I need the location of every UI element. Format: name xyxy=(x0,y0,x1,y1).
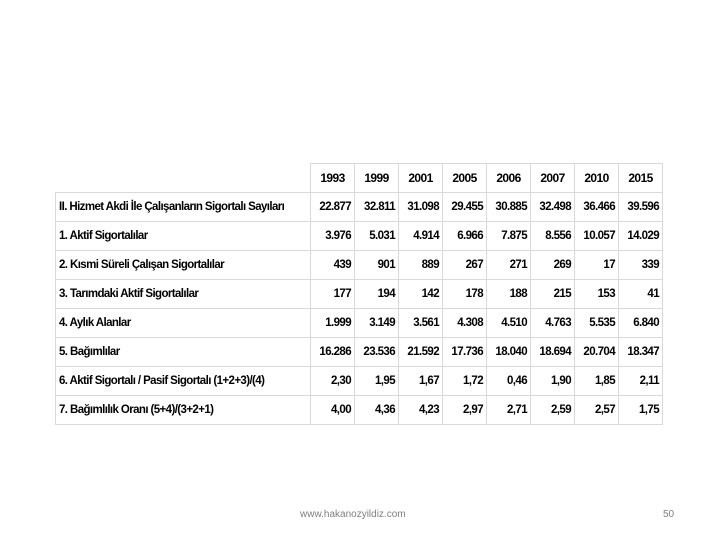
value-cell: 339 xyxy=(619,251,663,280)
value-cell: 5.031 xyxy=(355,222,399,251)
header-row xyxy=(56,164,663,193)
value-cell: 31.098 xyxy=(399,193,443,222)
year-header: 2007 xyxy=(531,164,575,193)
row-label: 6. Aktif Sigortalı / Pasif Sigortalı (1+2+3)/(4) xyxy=(56,367,311,396)
value-cell: 10.057 xyxy=(575,222,619,251)
value-cell: 21.592 xyxy=(399,338,443,367)
table-row xyxy=(56,222,663,251)
value-cell: 2,57 xyxy=(575,396,619,425)
value-cell: 889 xyxy=(399,251,443,280)
value-cell: 20.704 xyxy=(575,338,619,367)
value-cell: 0,46 xyxy=(487,367,531,396)
row-label: 1. Aktif Sigortalılar xyxy=(56,222,311,251)
row-label: 7. Bağımlılık Oranı (5+4)/(3+2+1) xyxy=(56,396,311,425)
value-cell: 17.736 xyxy=(443,338,487,367)
value-cell: 4,36 xyxy=(355,396,399,425)
footer-website: www.hakanozyildiz.com xyxy=(300,509,406,520)
value-cell: 1,72 xyxy=(443,367,487,396)
value-cell: 2,71 xyxy=(487,396,531,425)
value-cell: 3.149 xyxy=(355,309,399,338)
value-cell: 8.556 xyxy=(531,222,575,251)
table-row xyxy=(56,367,663,396)
value-cell: 22.877 xyxy=(311,193,355,222)
value-cell: 14.029 xyxy=(619,222,663,251)
value-cell: 30.885 xyxy=(487,193,531,222)
value-cell: 177 xyxy=(311,280,355,309)
value-cell: 32.811 xyxy=(355,193,399,222)
value-cell: 36.466 xyxy=(575,193,619,222)
corner-cell xyxy=(56,164,311,193)
row-label: 3. Tarımdaki Aktif Sigortalılar xyxy=(56,280,311,309)
value-cell: 2,97 xyxy=(443,396,487,425)
value-cell: 142 xyxy=(399,280,443,309)
value-cell: 153 xyxy=(575,280,619,309)
value-cell: 4.914 xyxy=(399,222,443,251)
value-cell: 439 xyxy=(311,251,355,280)
year-header: 1993 xyxy=(311,164,355,193)
value-cell: 4.510 xyxy=(487,309,531,338)
value-cell: 16.286 xyxy=(311,338,355,367)
table-row xyxy=(56,251,663,280)
value-cell: 6.840 xyxy=(619,309,663,338)
value-cell: 188 xyxy=(487,280,531,309)
value-cell: 23.536 xyxy=(355,338,399,367)
value-cell: 6.966 xyxy=(443,222,487,251)
table-body xyxy=(56,193,663,425)
value-cell: 3.561 xyxy=(399,309,443,338)
value-cell: 4,23 xyxy=(399,396,443,425)
value-cell: 2,59 xyxy=(531,396,575,425)
value-cell: 2,11 xyxy=(619,367,663,396)
value-cell: 5.535 xyxy=(575,309,619,338)
value-cell: 17 xyxy=(575,251,619,280)
value-cell: 269 xyxy=(531,251,575,280)
row-label: 2. Kısmi Süreli Çalışan Sigortalılar xyxy=(56,251,311,280)
value-cell: 1,75 xyxy=(619,396,663,425)
year-header: 2015 xyxy=(619,164,663,193)
value-cell: 1,67 xyxy=(399,367,443,396)
value-cell: 29.455 xyxy=(443,193,487,222)
row-label: 4. Aylık Alanlar xyxy=(56,309,311,338)
table-row xyxy=(56,338,663,367)
page-number: 50 xyxy=(663,509,675,520)
value-cell: 4.763 xyxy=(531,309,575,338)
year-header: 2001 xyxy=(399,164,443,193)
insured-statistics-table xyxy=(55,163,663,425)
year-header: 2006 xyxy=(487,164,531,193)
value-cell: 1,90 xyxy=(531,367,575,396)
row-label: 5. Bağımlılar xyxy=(56,338,311,367)
value-cell: 1,85 xyxy=(575,367,619,396)
table-row xyxy=(56,396,663,425)
table-row xyxy=(56,309,663,338)
value-cell: 41 xyxy=(619,280,663,309)
table-row xyxy=(56,193,663,222)
year-header: 2005 xyxy=(443,164,487,193)
value-cell: 267 xyxy=(443,251,487,280)
value-cell: 7.875 xyxy=(487,222,531,251)
value-cell: 4.308 xyxy=(443,309,487,338)
value-cell: 901 xyxy=(355,251,399,280)
year-header: 2010 xyxy=(575,164,619,193)
value-cell: 1,95 xyxy=(355,367,399,396)
value-cell: 18.347 xyxy=(619,338,663,367)
value-cell: 271 xyxy=(487,251,531,280)
row-label: II. Hizmet Akdi İle Çalışanların Sigortalı Sayıları xyxy=(56,193,311,222)
value-cell: 215 xyxy=(531,280,575,309)
value-cell: 18.694 xyxy=(531,338,575,367)
value-cell: 2,30 xyxy=(311,367,355,396)
value-cell: 178 xyxy=(443,280,487,309)
value-cell: 194 xyxy=(355,280,399,309)
table-row xyxy=(56,280,663,309)
value-cell: 32.498 xyxy=(531,193,575,222)
value-cell: 18.040 xyxy=(487,338,531,367)
value-cell: 4,00 xyxy=(311,396,355,425)
value-cell: 3.976 xyxy=(311,222,355,251)
year-header: 1999 xyxy=(355,164,399,193)
value-cell: 1.999 xyxy=(311,309,355,338)
value-cell: 39.596 xyxy=(619,193,663,222)
